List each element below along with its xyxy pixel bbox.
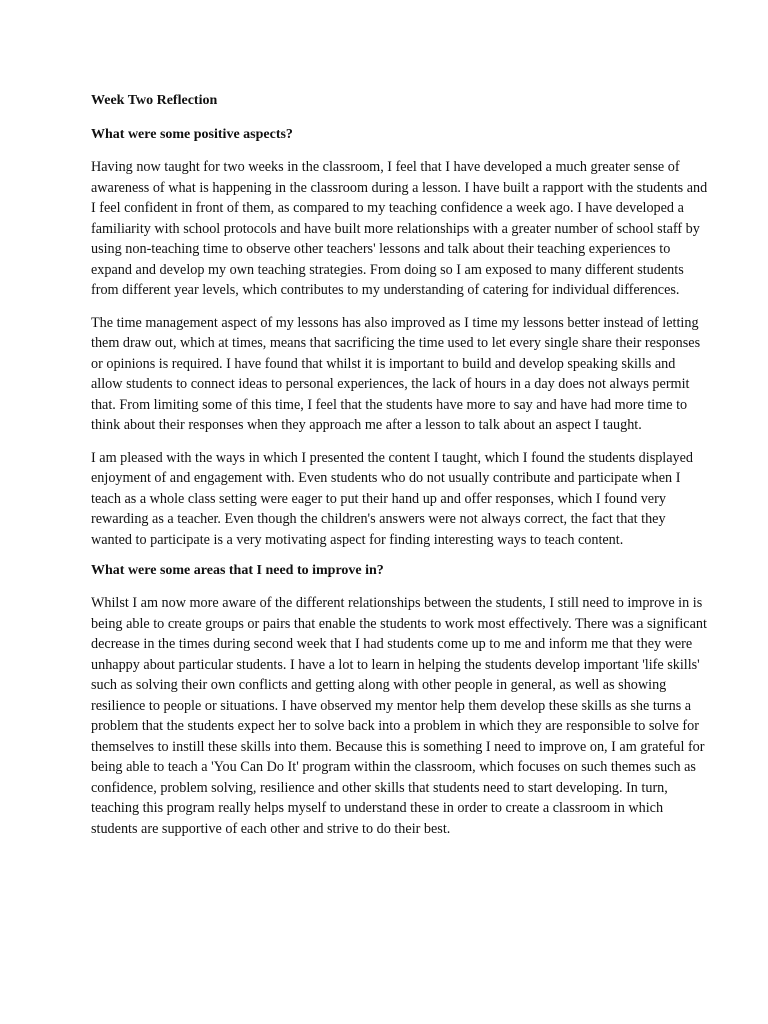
paragraph: Having now taught for two weeks in the classroom, I feel that I have developed a much greater sense of awareness of what is happening in the classroom during a lesson. I have built a rapport with the students and I feel confident in front of them, as compared to my teaching confidence a week ago. I have developed a familiarity with school protocols and have built more relationships with a greater number of school staff by using non-teaching time to observe other teachers' lessons and talk about their teaching experiences to expand and develop my own teaching strategies. From doing so I am exposed to many different students from different year levels, which contributes to my understanding of catering for individual differences. bbox=[91, 159, 708, 298]
paragraph: The time management aspect of my lessons has also improved as I time my lessons better instead of letting them draw out, which at times, means that sacrificing the time used to let every single share their responses or opinions is required. I have found that whilst it is important to build and develop speaking skills and allow students to connect ideas to personal experiences, the lack of hours in a day does not always permit that. From limiting some of this time, I feel that the students have more to say and have had more time to think about their responses when they approach me after a lesson to talk about an aspect I taught. bbox=[91, 314, 701, 433]
paragraph: I am pleased with the ways in which I presented the content I taught, which I found the students displayed enjoyment of and engagement with. Even students who do not usually contribute and participate when I teach as a whole class setting were eager to put their hand up and offer responses, which I found very rewarding as a teacher. Even though the children's answers were not always correct, the fact that they wanted to participate is a very motivating aspect for finding interesting ways to teach content. bbox=[91, 449, 694, 548]
section-heading: What were some areas that I need to improve in? bbox=[91, 563, 384, 578]
section-positive-aspects bbox=[91, 126, 708, 550]
section-heading: What were some positive aspects? bbox=[91, 127, 293, 142]
section-areas-to-improve bbox=[91, 562, 708, 839]
document-title: Week Two Reflection bbox=[91, 93, 218, 108]
paragraph: Whilst I am now more aware of the different relationships between the students, I still need to improve in is being able to create groups or pairs that enable the students to work most effectively. There was a significant decrease in the times during second week that I had students come up to me and inform me that they were unhappy about particular students. I have a lot to learn in helping the students develop important 'life skills' such as solving their own conflicts and getting along with other people in general, as well as showing resilience to people or situations. I have observed my mentor help them develop these skills as she turns a problem that the students expect her to solve back into a problem in which they are responsible to solve for themselves to instill these skills into them. Because this is something I need to improve on, I am grateful for being able to teach a 'You Can Do It' program within the classroom, which focuses on such themes such as confidence, problem solving, resilience and other skills that students need to start developing. In turn, teaching this program really helps myself to understand these in order to create a classroom in which students are supportive of each other and strive to do their best. bbox=[91, 595, 707, 837]
